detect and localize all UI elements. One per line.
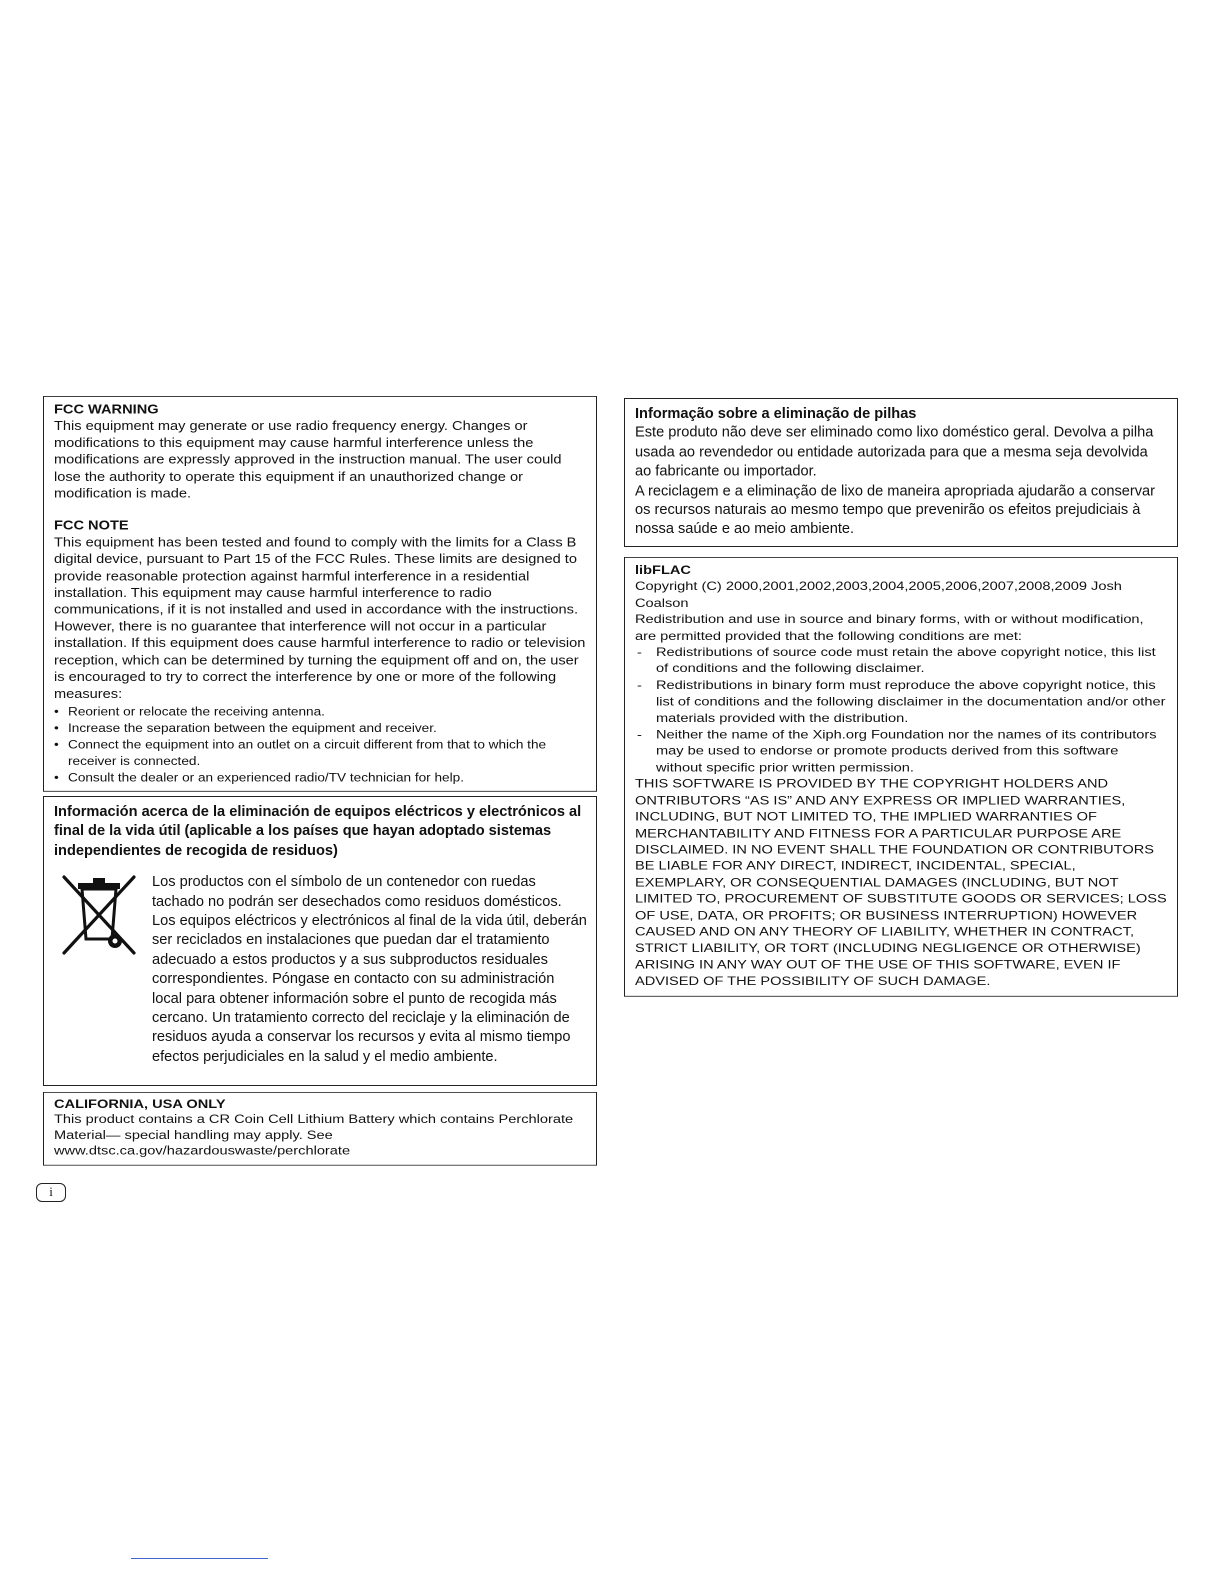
list-item: • Reorient or relocate the receiving antenna. [54,703,587,719]
weee-box [43,796,597,1086]
weee-text: Los productos con el símbolo de un contenedor con ruedas tachado no podrán ser desechados como residuos domésticos. Los equipos eléctricos y electrónicos al final de la vida útil, deberán ser reciclados en instalaciones que puedan dar el tratamiento adecuado a estos productos y a sus subproductos residuales correspondientes. Póngase en contacto con su administración local para obtener información sobre el punto de recogida más cercano. Un tratamiento correcto del reciclaje y la eliminación de residuos ayuda a conservar los recursos y evita al mismo tiempo efectos perjudiciales en la salud y el medio ambiente. [152,874,587,1065]
info-icon: i [36,1183,66,1202]
libflac-title: libFLAC [635,563,691,578]
weee-title: Información acerca de la eliminación de equipos eléctricos y electrónicos al final de la vida útil (aplicable a los países que hayan adoptado sistemas independientes de recogida de residuos) [54,804,582,859]
libflac-copyright: Copyright (C) 2000,2001,2002,2003,2004,2005,2006,2007,2008,2009 Josh Coalson [635,580,1122,611]
fcc-warning-title: FCC WARNING [54,402,159,417]
list-item: • Connect the equipment into an outlet on a circuit different from that to which the receiver is connected. [54,736,587,769]
list-item: • Increase the separation between the equipment and receiver. [54,720,587,736]
fcc-box [43,396,597,792]
california-text: This product contains a CR Coin Cell Lithium Battery which contains Perchlorate Material— special handling may apply. See www.dtsc.ca.gov/hazardouswaste/perchlorate [54,1113,574,1158]
crossed-out-wheelie-bin-icon [60,873,138,957]
libflac-disclaimer: THIS SOFTWARE IS PROVIDED BY THE COPYRIGHT HOLDERS AND ONTRIBUTORS “AS IS” AND ANY EXPRESS OR IMPLIED WARRANTIES, INCLUDING, BUT NOT LIMITED TO, THE IMPLIED WARRANTIES OF MERCHANTABILITY AND FITNESS FOR A PARTICULAR PURPOSE ARE DISCLAIMED. IN NO EVENT SHALL THE FOUNDATION OR CONTRIBUTORS BE LIABLE FOR ANY DIRECT, INDIRECT, INCIDENTAL, SPECIAL, EXEMPLARY, OR CONSEQUENTIAL DAMAGES (INCLUDING, BUT NOT LIMITED TO, PROCUREMENT OF SUBSTITUTE GOODS OR SERVICES; LOSS OF USE, DATA, OR PROFITS; OR BUSINESS INTERRUPTION) HOWEVER CAUSED AND ON ANY THEORY OF LIABILITY, WHETHER IN CONTRACT, STRICT LIABILITY, OR TORT (INCLUDING NEGLIGENCE OR OTHERWISE) ARISING IN ANY WAY OUT OF THE USE OF THIS SOFTWARE, EVEN IF ADVISED OF THE POSSIBILITY OF SUCH DAMAGE. [635,777,1167,989]
list-item: • Consult the dealer or an experienced radio/TV technician for help. [54,769,587,785]
fcc-warning-text: This equipment may generate or use radio frequency energy. Changes or modifications to this equipment may cause harmful interference unless the modifications are expressly approved in the instruction manual. The user could lose the authority to operate this equipment if an unauthorized change or modification is made. [54,419,562,501]
footer-rule [131,1558,268,1559]
fcc-measures-list [54,703,587,785]
libflac-intro: Redistribution and use in source and binary forms, with or without modification, are permitted provided that the following conditions are met: [635,613,1144,644]
california-box [43,1092,597,1165]
california-title: CALIFORNIA, USA ONLY [54,1098,226,1112]
battery-disposal-box [624,398,1178,547]
libflac-box [624,557,1178,996]
battery-disposal-title: Informação sobre a eliminação de pilhas [635,405,917,422]
battery-disposal-text-2: A reciclagem e a eliminação de lixo de maneira apropriada ajudarão a conservar os recursos naturais ao mesmo tempo que prevenirão os efeitos prejudiciais à nossa saúde e ao meio ambiente. [635,483,1155,538]
list-item: - Redistributions of source code must retain the above copyright notice, this list of conditions and the following disclaimer. [635,645,1168,678]
list-item: - Neither the name of the Xiph.org Foundation nor the names of its contributors may be used to endorse or promote products derived from this software without specific prior written permission. [635,727,1168,776]
libflac-conditions-list [635,645,1168,777]
fcc-note-title: FCC NOTE [54,519,129,534]
battery-disposal-text-1: Este produto não deve ser eliminado como lixo doméstico geral. Devolva a pilha usada ao revendedor ou entidade autorizada para que a mesma seja devolvida ao fabricante ou importador. [635,425,1154,480]
fcc-note-text: This equipment has been tested and found to comply with the limits for a Class B digital device, pursuant to Part 15 of the FCC Rules. These limits are designed to provide reasonable protection against harmful interference in a residential installation. This equipment may cause harmful interference to radio communications, if it is not installed and used in accordance with the instructions. However, there is no guarantee that interference will not occur in a particular installation. If this equipment does cause harmful interference to radio or television reception, which can be determined by turning the equipment off and on, the user is encouraged to try to correct the interference by one or more of the following measures: [54,536,586,702]
list-item: - Redistributions in binary form must reproduce the above copyright notice, this list of conditions and the following disclaimer in the documentation and/or other materials provided with the distribution. [635,678,1168,727]
